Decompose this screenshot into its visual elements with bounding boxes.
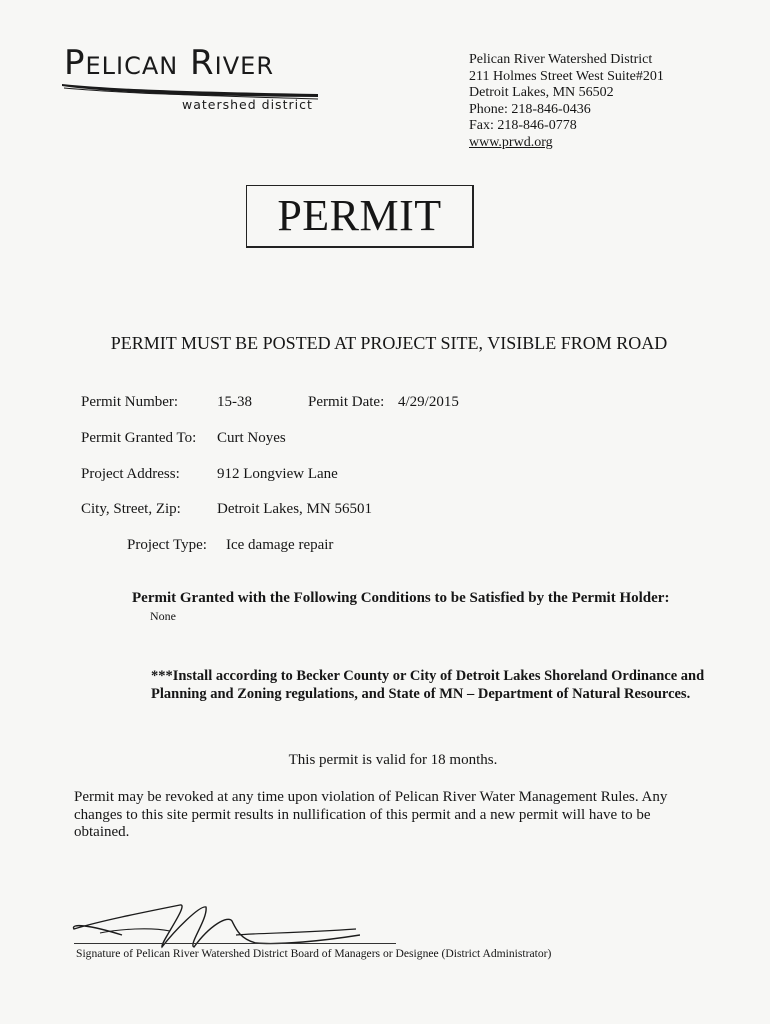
validity-note: This permit is valid for 18 months.: [288, 752, 498, 768]
conditions-value: None: [150, 609, 176, 623]
city-label: City, Street, Zip:: [81, 501, 181, 517]
permit-number-label: Permit Number:: [81, 394, 179, 410]
permit-title: PERMIT: [277, 191, 442, 240]
permit-date-value: 4/29/2015: [398, 394, 459, 410]
granted-to-label: Permit Granted To:: [81, 430, 197, 446]
revocation-note: Permit may be revoked at any time upon violation of Pelican River Water Management Rules. Any changes to this site permit results in nullification of this permit and a new permit will have to be obtained.: [74, 789, 668, 840]
install-note: ***Install according to Becker County or City of Detroit Lakes Shoreland Ordinance and Planning and Zoning regulations, and State of MN – Department of Natural Resources.: [151, 668, 705, 702]
fax-number: Fax: 218-846-0778: [469, 118, 577, 134]
address-block: [469, 52, 664, 152]
logo-title: Pelican River: [64, 43, 275, 83]
website-link[interactable]: www.prwd.org: [469, 134, 553, 150]
permit-number-value: 15-38: [217, 394, 252, 410]
district-name: Pelican River Watershed District: [469, 52, 653, 67]
logo-subtitle: watershed district: [182, 97, 313, 112]
project-address-label: Project Address:: [81, 466, 180, 482]
signature-caption: Signature of Pelican River Watershed District Board of Managers or Designee (District Administrator): [76, 947, 552, 960]
signature-line: [74, 943, 396, 944]
conditions-heading: Permit Granted with the Following Conditions to be Satisfied by the Permit Holder:: [132, 590, 670, 606]
city-state-zip: Detroit Lakes, MN 56502: [469, 85, 614, 101]
project-type-label: Project Type:: [127, 537, 207, 553]
handwritten-signature: [60, 895, 360, 955]
project-address-value: 912 Longview Lane: [217, 466, 338, 482]
granted-to-value: Curt Noyes: [217, 430, 286, 446]
city-value: Detroit Lakes, MN 56501: [217, 501, 372, 517]
permit-date-label: Permit Date:: [308, 394, 385, 410]
project-type-value: Ice damage repair: [226, 537, 334, 553]
street-address: 211 Holmes Street West Suite#201: [469, 68, 664, 84]
permit-title-box: [246, 185, 474, 248]
posting-notice: PERMIT MUST BE POSTED AT PROJECT SITE, VISIBLE FROM ROAD: [110, 333, 668, 353]
phone-number: Phone: 218-846-0436: [469, 101, 591, 117]
